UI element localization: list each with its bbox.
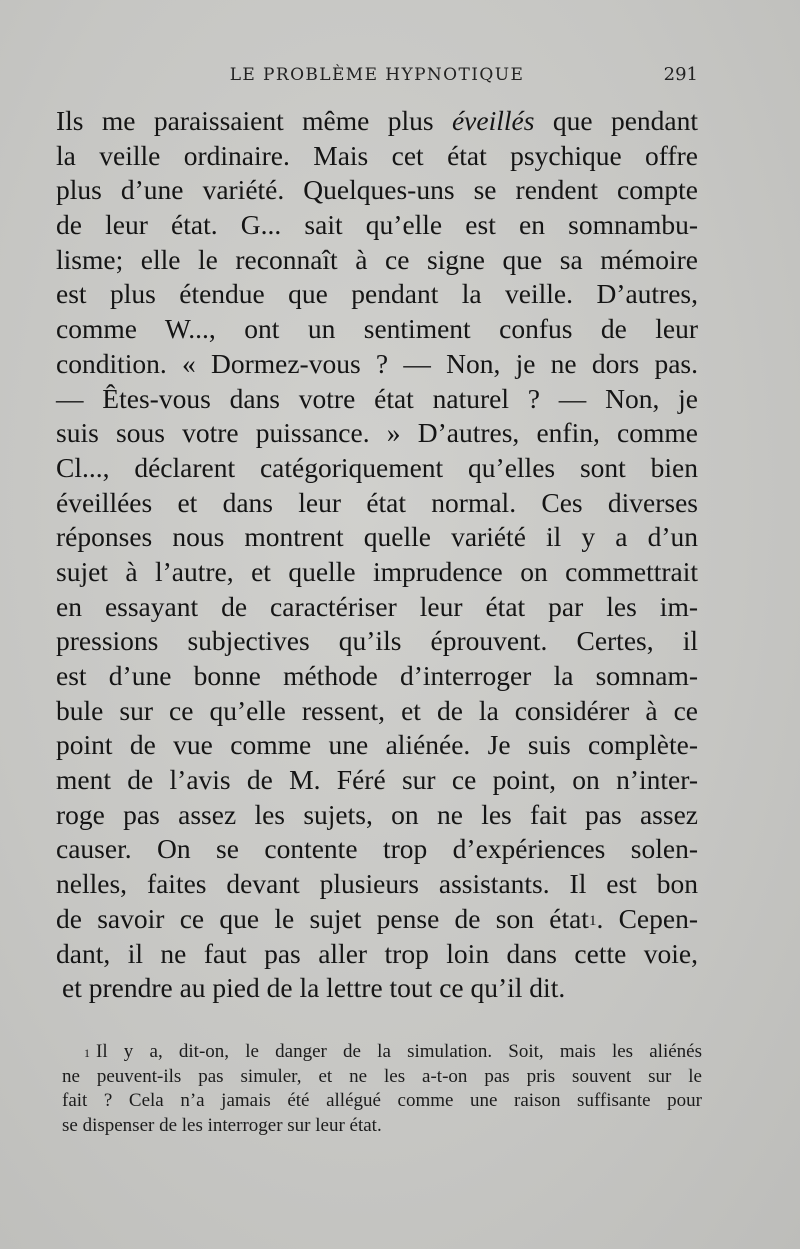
footnote-line: ne peuvent-ils pas simuler, et ne les a-t-on pas pris souvent sur le xyxy=(62,1065,702,1087)
page-number: 291 xyxy=(663,64,698,85)
text-line: la veille ordinaire. Mais cet état psychique offre xyxy=(56,139,698,171)
text-line: réponses nous montrent quelle variété il y a d’un xyxy=(56,521,698,553)
text-line: bule sur ce qu’elle ressent, et de la considérer à ce xyxy=(56,694,698,726)
text-line: causer. On se contente trop d’expériences solen- xyxy=(56,833,698,865)
text-line: pressions subjectives qu’ils éprouvent. Certes, il xyxy=(56,625,698,657)
footnote-line: fait ? Cela n’a jamais été allégué comme une raison suffisante pour xyxy=(62,1090,702,1111)
text-line: en essayant de caractériser leur état par les im- xyxy=(56,590,698,622)
text-line: nelles, faites devant plusieurs assistants. Il est bon xyxy=(56,868,698,900)
footnote xyxy=(62,1040,702,1138)
text-span: Il y a, dit-on, le danger de la simulation. Soit, mais les aliénés xyxy=(96,1041,702,1062)
running-title: LE PROBLÈME HYPNOTIQUE xyxy=(229,65,525,85)
text-line: — Êtes-vous dans votre état naturel ? — Non, je xyxy=(56,382,698,414)
footnote-line xyxy=(62,1040,702,1065)
text-line: éveillées et dans leur état normal. Ces diverses xyxy=(56,486,698,518)
text-line: condition. « Dormez-vous ? — Non, je ne dors pas. xyxy=(56,347,698,379)
text-line: et prendre au pied de la lettre tout ce qu’il dit. xyxy=(62,972,566,1004)
text-line: lisme; elle le reconnaît à ce signe que sa mémoire xyxy=(56,243,698,275)
text-span: Ils me paraissaient même plus xyxy=(56,105,452,136)
text-span: de savoir ce que le sujet pense de son état xyxy=(56,902,589,934)
text-line: roge pas assez les sujets, on ne les fait pas assez xyxy=(56,798,698,830)
text-line: sujet à l’autre, et quelle imprudence on commettrait xyxy=(56,555,698,587)
italic-word: éveillés xyxy=(451,105,535,136)
text-line: plus d’une variété. Quelques-uns se rendent compte xyxy=(56,174,698,206)
footnote-line: se dispenser de les interroger sur leur état. xyxy=(62,1114,382,1136)
text-line: ment de l’avis de M. Féré sur ce point, on n’inter- xyxy=(56,764,698,796)
text-line: est plus étendue que pendant la veille. D’autres, xyxy=(56,278,698,310)
text-line: est d’une bonne méthode d’interroger la somnam- xyxy=(56,660,698,691)
text-line: suis sous votre puissance. » D’autres, enfin, comme xyxy=(56,417,698,449)
text-line: point de vue comme une aliénée. Je suis complète- xyxy=(56,729,698,761)
footnote-marker: 1 xyxy=(84,1046,90,1060)
text-line: Cl..., déclarent catégoriquement qu’elles sont bien xyxy=(56,451,698,483)
text-span: que pendant xyxy=(534,105,698,136)
footnote-reference[interactable]: 1 xyxy=(588,912,597,929)
text-line: dant, il ne faut pas aller trop loin dans cette voie, xyxy=(56,937,698,969)
body-text xyxy=(56,104,698,1006)
text-line xyxy=(56,902,698,937)
running-header xyxy=(56,60,698,90)
text-line xyxy=(56,104,698,139)
text-line: comme W..., ont un sentiment confus de leur xyxy=(56,313,698,345)
text-span: . Cepen- xyxy=(596,902,698,934)
text-line: de leur état. G... sait qu’elle est en somnambu- xyxy=(56,209,698,241)
